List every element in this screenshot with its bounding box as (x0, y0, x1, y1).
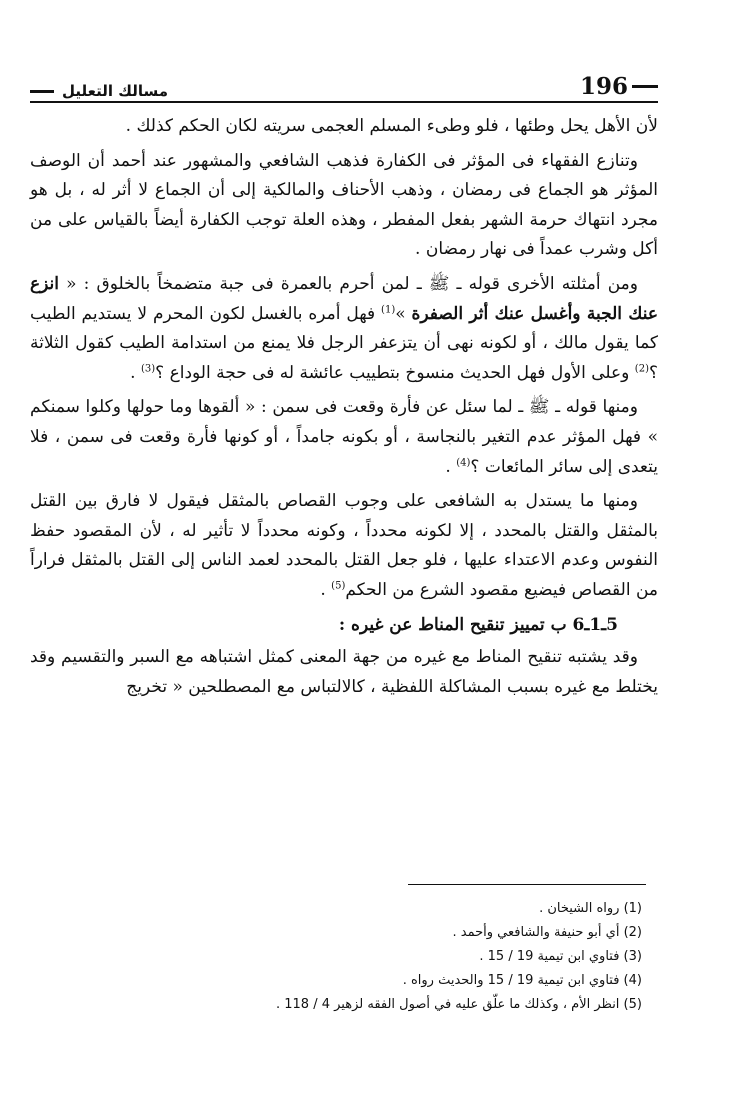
paragraph-4 (30, 393, 658, 482)
footnotes (30, 897, 642, 1017)
p3-text-a: ومن أمثلته الأخرى قوله ـ ﷺ ـ لمن أحرم بالعمرة فى جبة متضمخاً بالخلوق : « (66, 273, 638, 294)
page-header (30, 70, 658, 100)
page-number (580, 73, 658, 100)
p3-text-d: وعلى الأول فهل الحديث منسوخ بتطييب عائشة له فى حجة الوداع ؟ (155, 362, 635, 383)
running-title-text: مسالك التعليل (62, 82, 169, 100)
paragraph-6: وقد يشتبه تنقيح المناط مع غيره من جهة المعنى كمثل اشتباهه مع السبر والتقسيم وقد يختلط مع غيره بسبب المشاكلة اللفظية ، كالالتباس مع المصطلحين « تخريج (30, 647, 658, 697)
footnote-ref-5[interactable]: (5) (331, 580, 346, 592)
footnote-ref-3[interactable]: (3) (140, 363, 156, 375)
footnote-3: (3) فتاوي ابن تيمية 19 / 15 . (479, 949, 642, 964)
header-rule (30, 101, 658, 103)
p4-text-b: . (445, 456, 457, 477)
footnote-ref-1[interactable]: (1) (381, 303, 396, 315)
paragraph-3 (30, 270, 658, 388)
p5-text-b: . (320, 579, 332, 600)
footnote-5: (5) انظر الأم ، وكذلك ما علّق عليه في أصول الفقه لزهير 4 / 118 . (275, 997, 642, 1012)
p4-text-a: ومنها قوله ـ ﷺ ـ لما سئل عن فأرة وقعت فى سمن : « ألقوها وما حولها وكلوا سمنكم » فهل المؤثر عدم التغير بالنجاسة ، أو بكونه جامداً ، أو كونها فأرة وقعت فى سمن ، فلا يتعدى إلى سائر المائعات ؟ (30, 397, 658, 477)
running-title (30, 82, 168, 100)
p3-text-b: » (395, 303, 406, 324)
page-number-value: 196 (579, 73, 628, 100)
footnote-4: (4) فتاوي ابن تيمية 19 / 15 والحديث رواه . (402, 973, 642, 988)
paragraph-1: لأن الأهل يحل وطئها ، فلو وطىء المسلم العجمى سريته لكان الحكم كذلك . (125, 116, 658, 136)
p3-hadith-quote: انزع عنك الجبة وأغسل عنك أثر الصفرة (30, 273, 658, 324)
footnote-rule (408, 884, 646, 885)
p5-text-a: ومنها ما يستدل به الشافعى على وجوب القصاص بالمثقل فيقول لا فارق بين القتل بالمثقل والقتل بالمحدد ، إلا لكونه محدداً ، وكونه محدداً لا تأثير له ، لأن المقصود حفظ النفوس وعدم الاعتداء عليها ، فلو جعل القتل بالمحدد لعمد الناس إلى القتل بالمثقل فراراً من القصاص فيضيع مقصود الشرع من الحكم (30, 491, 658, 600)
paragraph-5 (30, 487, 658, 605)
paragraph-2: وتنازع الفقهاء فى المؤثر فى الكفارة فذهب الشافعي والمشهور عند أحمد أن الوصف المؤثر هو الجماع فى رمضان ، وذهب الأحناف والمالكية إلى أن الجماع لا أثر له ، بل هو مجرد انتهاك حرمة الشهر بفعل المفطر ، وهذه العلة توجب الكفارة أيضاً بالقياس على من أكل وشرب عمداً فى نهار رمضان . (30, 150, 658, 260)
p3-text-c: فهل أمره بالغسل لكون المحرم لا يستديم الطيب كما يقول مالك ، أو لكونه نهى أن يتزعفر الرجل فلا يمنع من استدامة الطيب كقول الثلاثة ؟ (30, 303, 658, 383)
p3-text-e: . (130, 362, 141, 383)
footnote-ref-2[interactable]: (2) (634, 363, 649, 375)
section-subheading: 5ـ1ـ6 ب تمييز تنقيح المناط عن غيره : (338, 614, 618, 635)
running-title-dash (30, 90, 54, 93)
footnote-2: (2) أي أبو حنيفة والشافعي وأحمد . (452, 925, 642, 940)
footnote-ref-4[interactable]: (4) (456, 456, 471, 468)
footnote-1: (1) رواه الشيخان . (539, 901, 642, 916)
body-text (30, 112, 658, 707)
page-number-dash (632, 85, 658, 88)
